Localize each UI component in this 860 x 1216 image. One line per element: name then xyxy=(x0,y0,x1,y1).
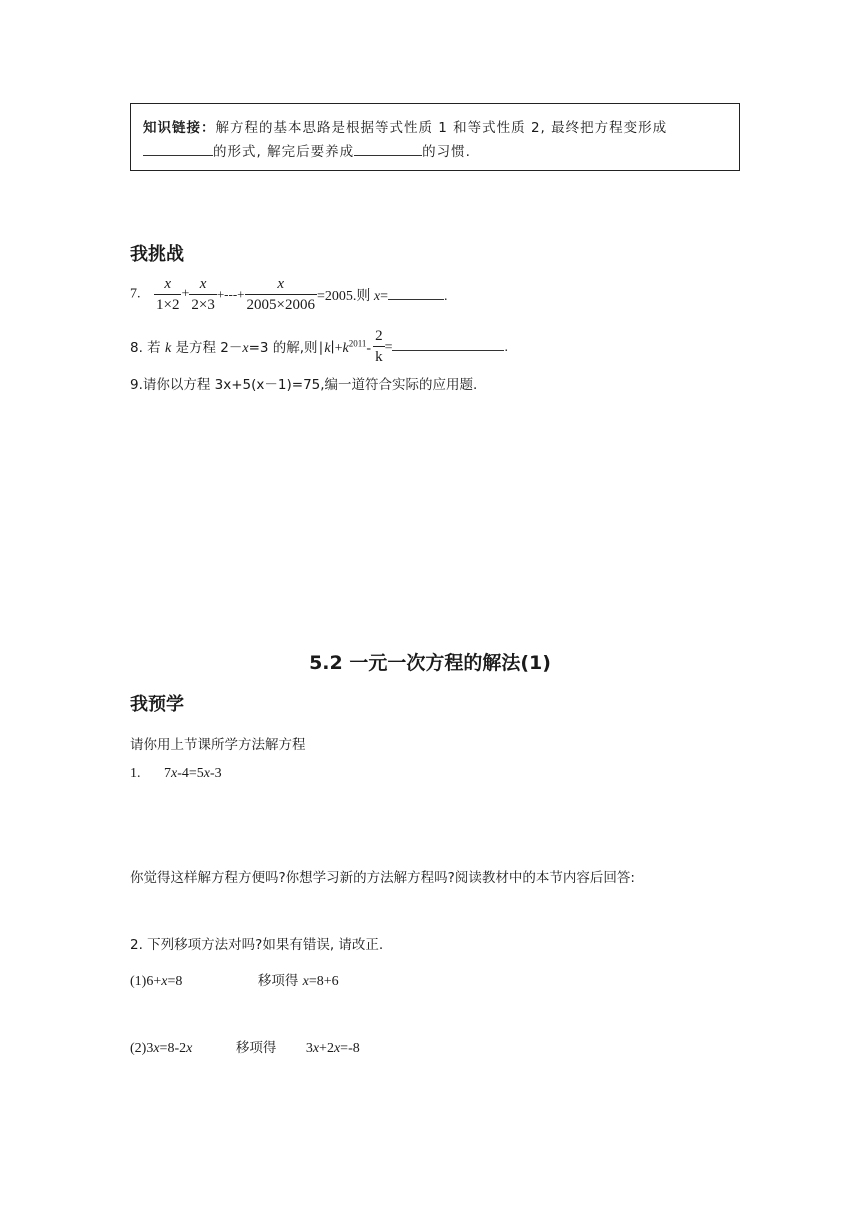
q1-end: -3 xyxy=(210,766,222,781)
item1-x: x xyxy=(161,974,168,989)
answer-blank[interactable] xyxy=(388,287,444,300)
q8-k3: k xyxy=(342,341,349,356)
item2-x3: x xyxy=(312,1041,320,1056)
answer-blank[interactable] xyxy=(354,143,422,156)
q1-left: 7 xyxy=(164,766,171,781)
item2-label: (2)3 xyxy=(130,1041,154,1056)
preview-heading: 我预学 xyxy=(130,694,184,715)
item-2 xyxy=(130,1036,360,1057)
knowledge-text-2: 的形式, 解完后要养成 xyxy=(213,144,355,160)
knowledge-text-1: 解方程的基本思路是根据等式性质 1 和等式性质 2, 最终把方程变形成 xyxy=(215,120,668,136)
discussion-text: 你觉得这样解方程方便吗?你想学习新的方法解方程吗?阅读教材中的本节内容后回答: xyxy=(130,870,635,886)
item2-eq: =8-2 xyxy=(159,1041,187,1056)
q7-ellipsis: +---+ xyxy=(216,286,245,302)
q8-end: . xyxy=(504,339,508,355)
q7-fraction-2 xyxy=(189,274,216,315)
item1-eq: =8 xyxy=(167,974,183,989)
q1-number: 1. xyxy=(130,766,141,781)
q8-x: x xyxy=(242,341,249,356)
answer-blank[interactable] xyxy=(392,338,504,351)
item-1 xyxy=(130,969,339,990)
q1-mid: -4=5 xyxy=(177,766,204,781)
q8-prefix: 8. 若 xyxy=(130,340,165,356)
q7-number: 7. xyxy=(130,286,141,302)
fraction-numerator: 2 xyxy=(373,326,385,347)
fraction-numerator: x xyxy=(189,274,216,295)
question-7 xyxy=(130,274,448,318)
q7-var: x xyxy=(373,288,381,304)
q8-text1: 是方程 2－ xyxy=(171,340,243,356)
knowledge-line-1 xyxy=(143,116,667,136)
fraction-denominator: 2×3 xyxy=(191,297,215,313)
item2-x4: x xyxy=(333,1041,341,1056)
item2-x2: x xyxy=(186,1041,193,1056)
q8-k2: k xyxy=(324,341,331,356)
fraction-denominator: 1×2 xyxy=(156,297,180,313)
fraction-numerator: x xyxy=(245,274,317,295)
answer-blank[interactable] xyxy=(143,143,213,156)
fraction-denominator: 2005×2006 xyxy=(246,297,315,313)
preview-question-1 xyxy=(130,766,222,782)
item2-lhs1: 3 xyxy=(305,1041,313,1056)
q8-text xyxy=(130,338,372,356)
challenge-heading: 我挑战 xyxy=(130,244,184,265)
knowledge-line-2 xyxy=(143,140,471,160)
section-title: 5.2 一元一次方程的解法(1) xyxy=(309,652,551,674)
item1-move: 移项得 xyxy=(257,973,303,989)
q7-tail xyxy=(317,289,448,304)
item2-rhs: =-8 xyxy=(340,1041,360,1056)
q7-fraction-1 xyxy=(154,274,181,315)
item2-x: x xyxy=(153,1041,160,1056)
q7-end: . xyxy=(444,288,448,304)
item2-plus: +2 xyxy=(319,1041,334,1056)
q1-x1: x xyxy=(171,766,178,781)
q8-fraction xyxy=(373,326,385,367)
q8-exponent: 2011 xyxy=(348,338,367,349)
q7-plus: + xyxy=(181,286,190,302)
q7-eq: = xyxy=(380,288,388,304)
item2-result xyxy=(306,1041,360,1056)
knowledge-box xyxy=(130,103,740,171)
fraction-denominator: k xyxy=(375,349,383,365)
q8-k: k xyxy=(164,341,172,356)
q1-equation xyxy=(164,766,222,781)
item2-move: 移项得 xyxy=(235,1040,277,1056)
q8-tail xyxy=(385,340,508,355)
q7-tail-text: =2005.则 xyxy=(316,288,374,304)
knowledge-text-3: 的习惯. xyxy=(422,144,471,160)
q7-fraction-3 xyxy=(245,274,317,315)
q1-x2: x xyxy=(203,766,210,781)
q8-eq: = xyxy=(384,339,393,355)
q8-dash: - xyxy=(366,341,372,356)
knowledge-label: 知识链接： xyxy=(143,120,216,136)
question-9: 9.请你以方程 3x+5(x－1)=75,编一道符合实际的应用题. xyxy=(130,377,478,393)
item1-x2: x xyxy=(302,974,309,989)
q8-text3: ∣+ xyxy=(330,341,343,356)
item1-label: (1)6+ xyxy=(130,974,162,989)
item1-rhs: =8+6 xyxy=(308,974,339,989)
fraction-numerator: x xyxy=(154,274,181,295)
preview-question-2: 2. 下列移项方法对吗?如果有错误, 请改正. xyxy=(130,937,384,953)
q8-text2: =3 的解,则∣ xyxy=(248,340,325,356)
question-8 xyxy=(130,326,508,366)
preview-intro: 请你用上节课所学方法解方程 xyxy=(130,737,306,753)
